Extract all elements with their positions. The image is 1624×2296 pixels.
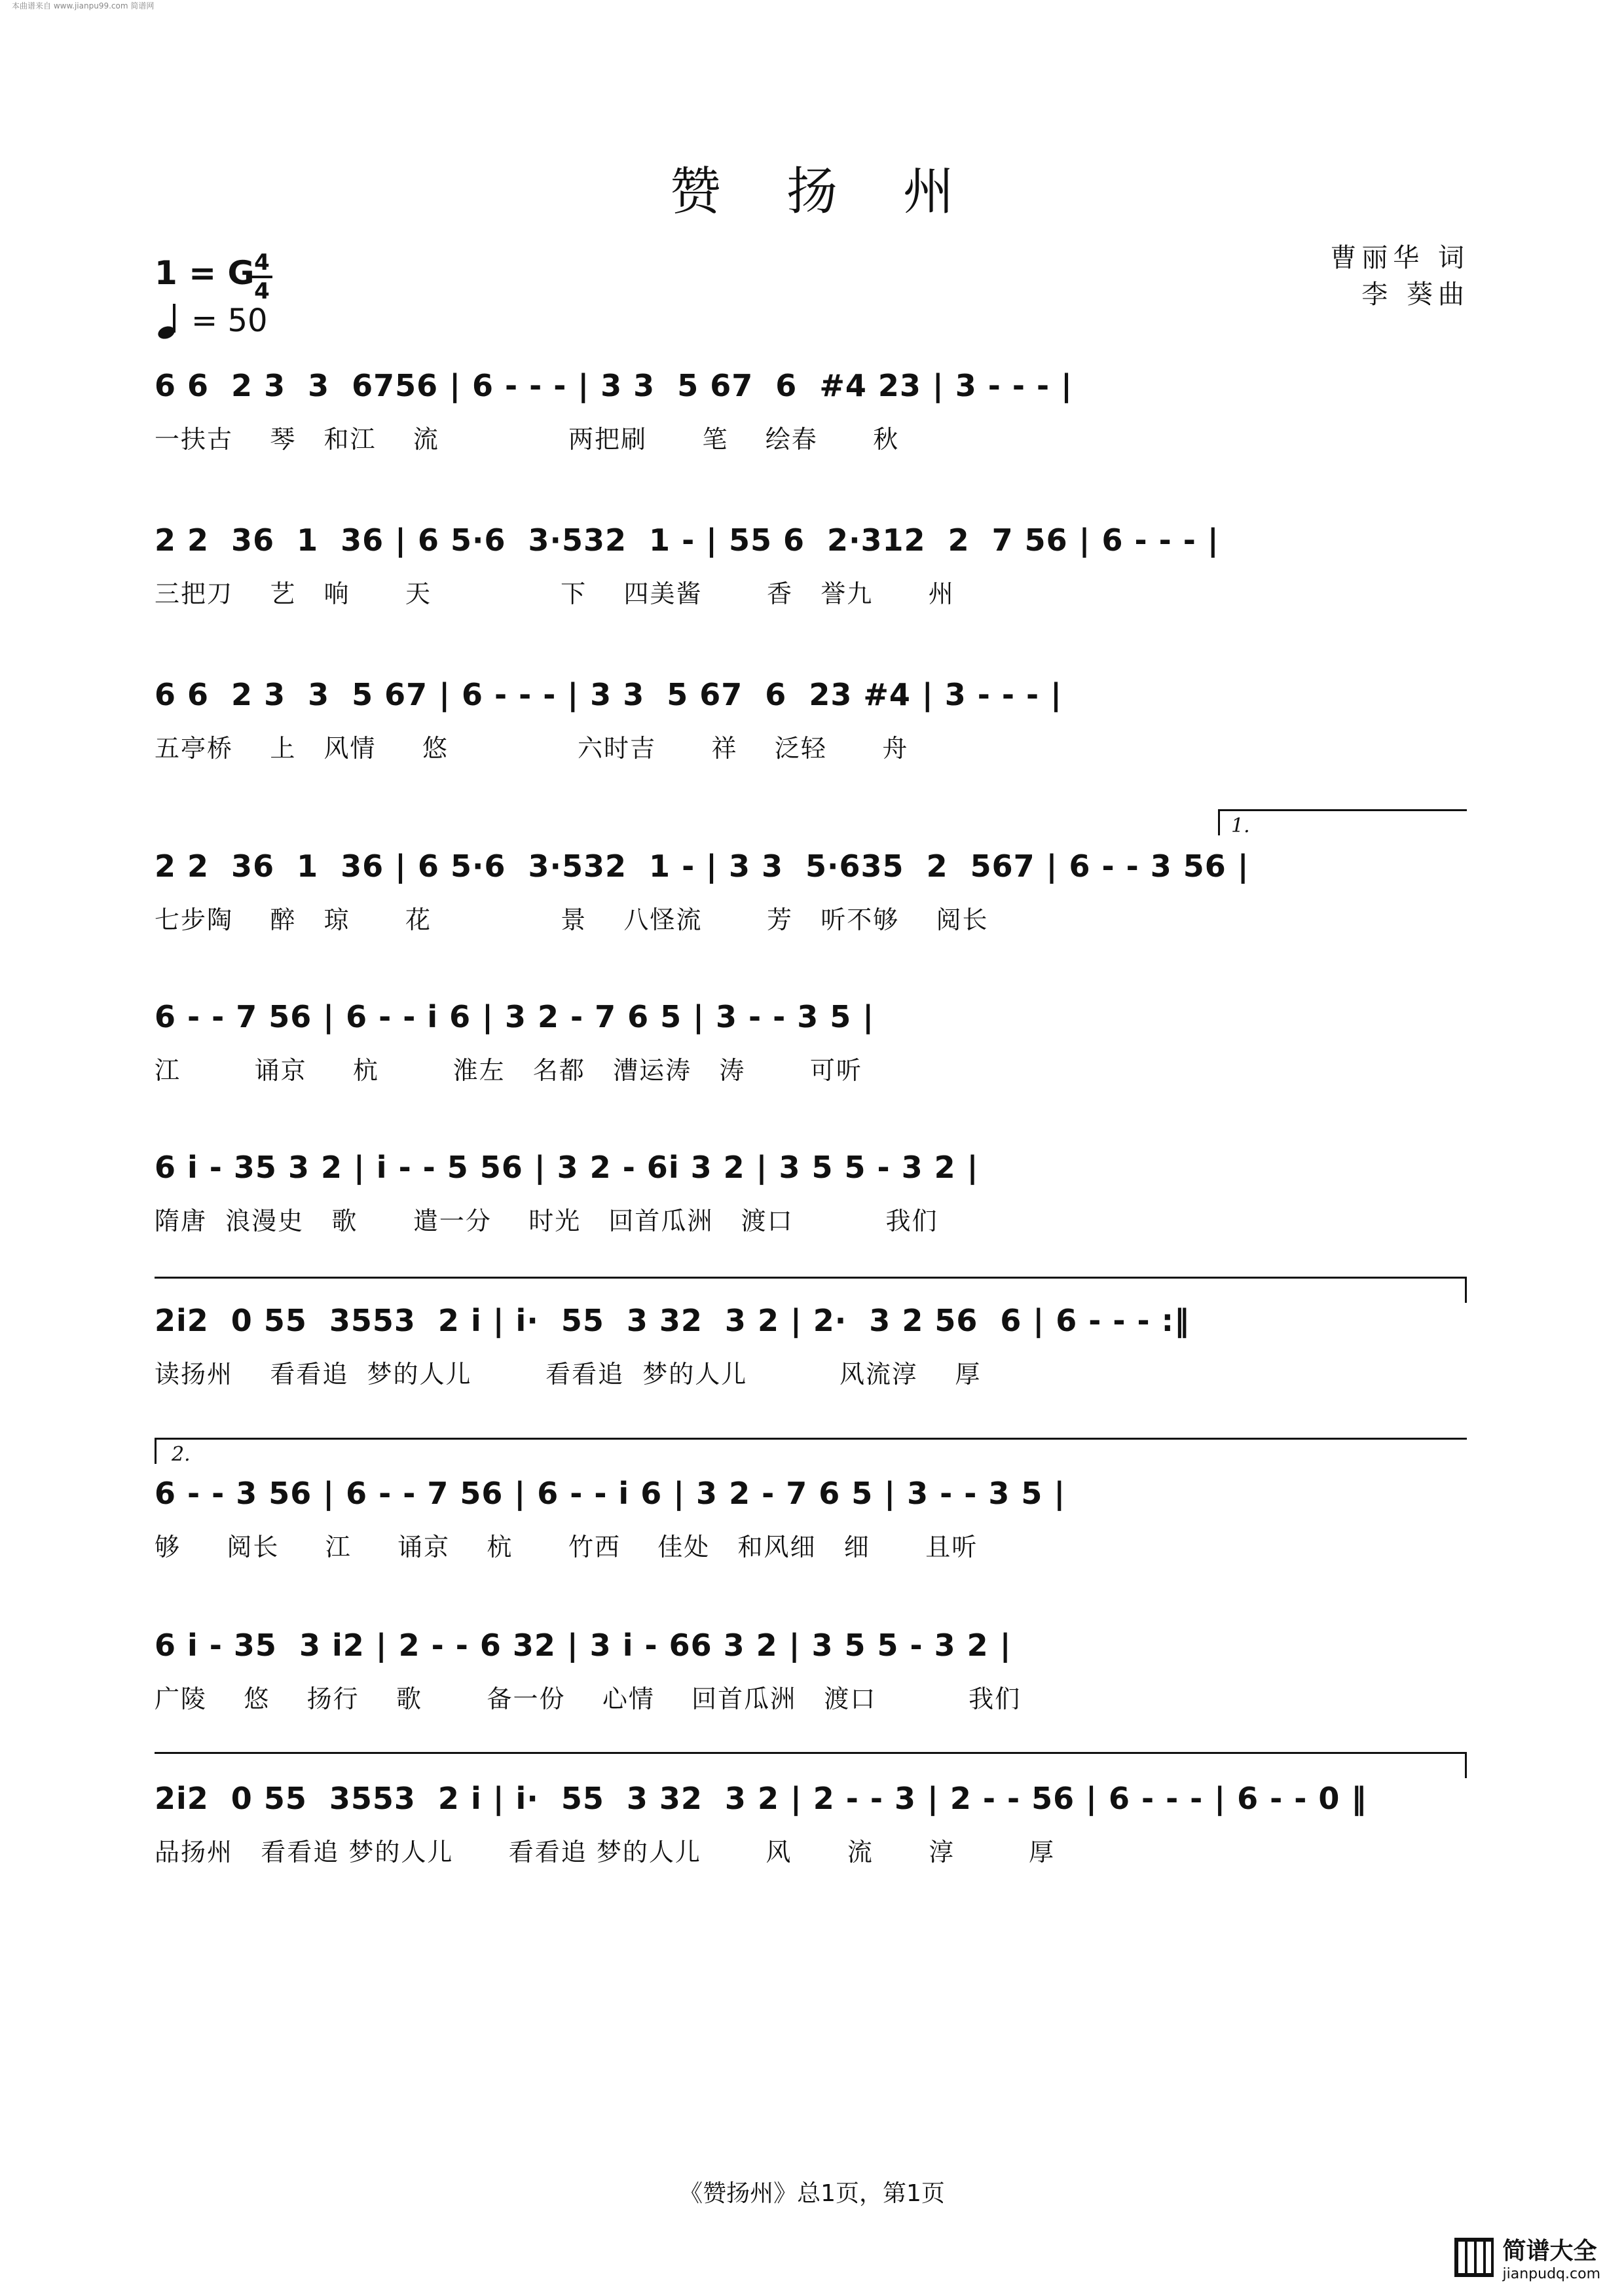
- notation-line: 2 2 36 1 36 | 6 5·6 3·532 1 - | 3 3 5·635 2 567 | 6 - - 3 56 |: [155, 848, 1249, 884]
- page-footer: 《赞扬州》总1页，第1页: [679, 2180, 945, 2207]
- volta-1-label: 1.: [1231, 814, 1250, 837]
- lyrics-line: 够 阅长 江 诵京 杭 竹西 佳处 和风细 细 且听: [155, 1533, 978, 1561]
- volta-2-bracket: [155, 1438, 1467, 1440]
- volta-1-bracket: [1218, 809, 1467, 811]
- notation-line: 2i2 0 55 3553 2 i | i· 55 3 32 3 2 | 2· 3 2 56 6 | 6 - - - :‖: [155, 1303, 1190, 1338]
- repeat-bracket-tick: [1465, 1277, 1467, 1303]
- credits: [1330, 240, 1469, 313]
- phrase-bracket-tick: [1465, 1752, 1467, 1778]
- lyrics-line: 一扶古 琴 和江 流 两把刷 笔 绘春 秋: [155, 425, 900, 454]
- piano-keys-icon: [1453, 2236, 1495, 2278]
- composer: 李 葵曲: [1361, 280, 1469, 310]
- phrase-bracket: [155, 1752, 1467, 1754]
- tempo-marking: [156, 301, 268, 340]
- notation-line: 2i2 0 55 3553 2 i | i· 55 3 32 3 2 | 2 - - 3 | 2 - - 56 | 6 - - - | 6 - - 0 ‖: [155, 1781, 1367, 1816]
- site-logo: [1453, 2232, 1600, 2282]
- lyrics-line: 品扬州 看看追 梦的人儿 看看追 梦的人儿 风 流 淳 厚: [155, 1838, 1056, 1867]
- lyrics-line: 读扬州 看看追 梦的人儿 看看追 梦的人儿 风流淳 厚: [155, 1360, 982, 1389]
- lyricist: 曹丽华 词: [1330, 243, 1469, 273]
- logo-url: jianpudq.com: [1502, 2266, 1600, 2282]
- lyrics-line: 江 诵京 杭 淮左 名都 漕运涛 涛 可听: [155, 1056, 862, 1085]
- source-note: 本曲谱来自 www.jianpu99.com 简谱网: [12, 1, 155, 10]
- lyrics-line: 隋唐 浪漫史 歌 遣一分 时光 回首瓜洲 渡口 我们: [155, 1207, 938, 1235]
- song-title: 赞扬州: [669, 162, 1020, 221]
- volta-2-bracket-tick: [155, 1438, 157, 1464]
- notation-line: 6 - - 7 56 | 6 - - i 6 | 3 2 - 7 6 5 | 3 - - 3 5 |: [155, 999, 875, 1034]
- notation-line: 6 6 2 3 3 6756 | 6 - - - | 3 3 5 67 6 #4 23 | 3 - - - |: [155, 368, 1073, 403]
- volta-2-label: 2.: [172, 1443, 191, 1466]
- key-signature: 1 = G: [155, 254, 255, 292]
- notation-line: 6 - - 3 56 | 6 - - 7 56 | 6 - - i 6 | 3 2 - 7 6 5 | 3 - - 3 5 |: [155, 1476, 1066, 1511]
- time-signature: [251, 250, 272, 304]
- lyrics-line: 广陵 悠 扬行 歌 备一份 心情 回首瓜洲 渡口 我们: [155, 1685, 1022, 1713]
- time-signature-top: 4: [254, 249, 270, 276]
- volta-1-bracket-tick: [1218, 809, 1220, 835]
- lyrics-line: 七步陶 醉 琼 花 景 八怪流 芳 听不够 阅长: [155, 905, 989, 934]
- tempo-value: = 50: [191, 302, 268, 339]
- lyrics-line: 五亭桥 上 风情 悠 六时吉 祥 泛轻 舟: [155, 734, 909, 763]
- notation-line: 6 6 2 3 3 5 67 | 6 - - - | 3 3 5 67 6 23 #4 | 3 - - - |: [155, 677, 1062, 712]
- lyrics-line: 三把刀 艺 响 天 下 四美酱 香 誉九 州: [155, 579, 955, 608]
- time-signature-bottom: 4: [254, 278, 270, 304]
- notation-line: 6 i - 35 3 2 | i - - 5 56 | 3 2 - 6i 3 2 | 3 5 5 - 3 2 |: [155, 1150, 979, 1185]
- notation-line: 6 i - 35 3 i2 | 2 - - 6 32 | 3 i - 66 3 2 | 3 5 5 - 3 2 |: [155, 1628, 1012, 1663]
- repeat-bracket: [155, 1277, 1467, 1279]
- quarter-note-icon: [156, 301, 191, 340]
- notation-line: 2 2 36 1 36 | 6 5·6 3·532 1 - | 55 6 2·312 2 7 56 | 6 - - - |: [155, 522, 1219, 558]
- logo-name: 简谱大全: [1502, 2238, 1597, 2265]
